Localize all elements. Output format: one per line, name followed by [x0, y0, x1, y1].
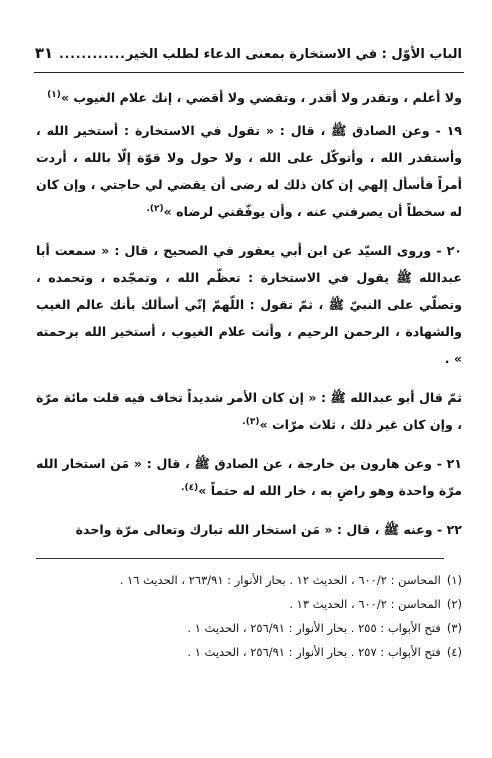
paragraph-text: ثمّ قال أبو عبدالله ﷺ : « إن كان الأمر شديداً تخاف فيه قلت مائة مرّة ، وإن كان غير ذلك ، ثلاث مرّات » — [36, 390, 462, 432]
paragraph — [36, 84, 462, 111]
hadith-number: ٢١ - — [436, 456, 462, 471]
paragraph-text: وعن هارون بن خارجة ، عن الصادق ﷺ ، قال : « مَن استخار الله مرّة واحدة وهو راضٍ به ، خار الله له حتماً » — [36, 456, 462, 498]
footnote-number: (١) — [446, 573, 462, 587]
main-text — [36, 84, 462, 555]
chapter-title: الباب الأوّل : في الاستخارة بمعنى الدعاء لطلب الخير — [125, 47, 462, 62]
footnote-text: المحاسن : ٦٠٠/٢ ، الحديث ١٣ . — [289, 597, 441, 611]
paragraph — [36, 516, 462, 543]
running-header — [36, 44, 462, 66]
footnote-ref: (٢). — [146, 203, 164, 214]
header-rule — [34, 72, 464, 73]
footnote-ref: (١) — [47, 89, 61, 100]
footnote-text: المحاسن : ٦٠٠/٢ ، الحديث ١٢ . بحار الأنوار : ٢٦٣/٩١ ، الحديث ١٦ . — [119, 573, 441, 587]
paragraph — [36, 117, 462, 225]
paragraph — [36, 384, 462, 438]
hadith-number: ١٩ - — [435, 123, 462, 138]
footnote-item — [36, 592, 462, 616]
footnote-text: فتح الأبواب : ٢٥٥ . بحار الأنوار : ٢٥٦/٩١ ، الحديث ١ . — [187, 621, 441, 635]
footnote-item — [36, 616, 462, 640]
footnote-ref: (٣). — [242, 416, 260, 427]
paragraph-text: وروى السيّد عن ابن أبي يعفور في الصحيح ، قال : « سمعت أبا عبدالله ﷺ يقول في الاستخارة : تعظّم الله ، وتمجّده ، وتحمده ، وتصلّي على النبيّ ﷺ ، ثمّ تقول : اللّهمّ إنّي أسألك بأنك عالم الغيب والشهادة ، الرحمن الرحيم ، وأنت علام الغيوب ، أستخير الله برحمته » . — [36, 243, 462, 366]
paragraph — [36, 237, 462, 372]
page-number: ٣١ — [34, 44, 54, 62]
leader-dots: ............ — [59, 47, 126, 61]
footnote-number: (٣) — [446, 621, 462, 635]
paragraph-text: ولا أعلم ، وتقدر ولا أقدر ، وتقضي ولا أقضي ، إنك علام الغيوب » — [60, 90, 462, 105]
footnotes — [36, 568, 462, 664]
paragraph — [36, 450, 462, 504]
footnote-item — [36, 640, 462, 664]
footnote-item — [36, 568, 462, 592]
paragraph-text: وعنه ﷺ ، قال : « مَن استخار الله تبارك وتعالى مرّة واحدة — [75, 522, 433, 537]
paragraph-text: وعن الصادق ﷺ ، قال : « تقول في الاستخارة : أستخير الله ، وأستقدر الله ، وأتوكّل على الله ، ولا حول ولا قوّة إلّا بالله ، أردت أمراً فأسأل إلهي إن كان ذلك له رضى أن يقضي لي حاجتي ، وإن كان له سخطاً أن يصرفني عنه ، وأن يوفّقني لرضاه » — [36, 123, 462, 219]
footnote-rule — [36, 558, 444, 559]
hadith-number: ٢٢ - — [437, 522, 462, 537]
hadith-number: ٢٠ - — [436, 243, 462, 258]
footnote-ref: (٤). — [181, 482, 199, 493]
footnote-text: فتح الأبواب : ٢٥٧ . بحار الأنوار : ٢٥٦/٩١ ، الحديث ١ . — [187, 645, 441, 659]
footnote-number: (٢) — [446, 597, 462, 611]
footnote-number: (٤) — [446, 645, 462, 659]
